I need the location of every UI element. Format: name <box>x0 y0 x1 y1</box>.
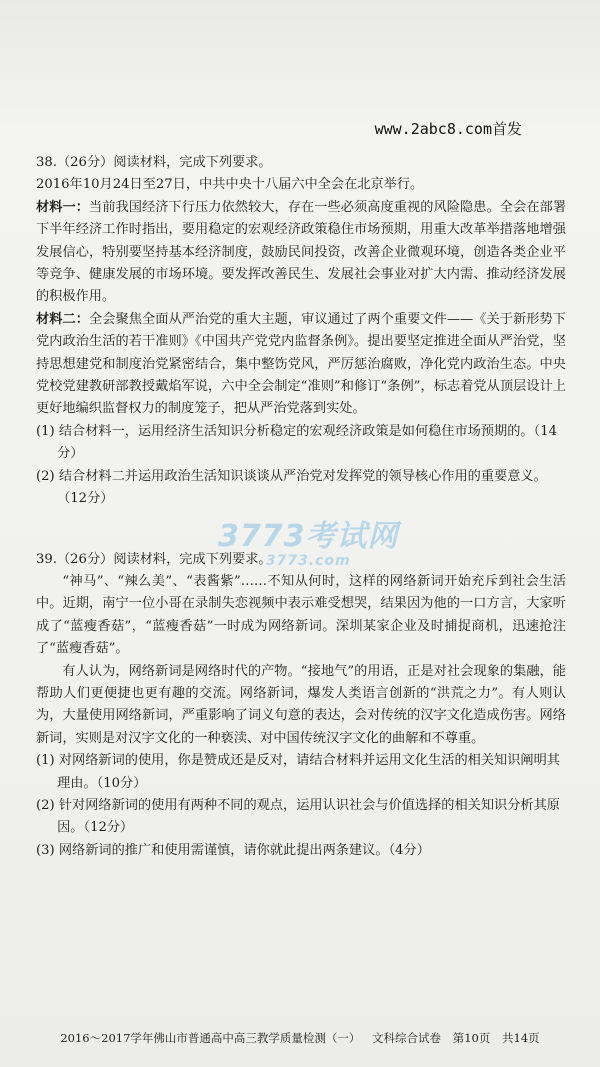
material-2 <box>36 309 566 421</box>
material-2-text: 全会聚焦全面从严治党的重大主题，审议通过了两个重要文件——《关于新形势下党内政治生活的若干准则》《中国共产党党内监督条例》。提出要坚定推进全面从严治党，坚持思想建党和制度治党紧密结合，集中整饬党风，严厉惩治腐败，净化党内政治生态。中央党校党建教研部教授戴焰军说，六中全会制定“准则”和修订“条例”，标志着党从顶层设计上更好地编织监督权力的制度笼子，把从严治党落到实处。 <box>36 311 566 417</box>
question-39-part-1: (1) 对网络新词的使用，你是赞成还是反对，请结合材料并运用文化生活的相关知识阐明其理由。（10分） <box>36 753 560 791</box>
question-39-part-2: (2) 针对网络新词的使用有两种不同的观点，运用认识社会与价值选择的相关知识分析其原因。（12分） <box>36 797 560 836</box>
question-39-part-3: (3) 网络新词的推广和使用需谨慎，请你就此提出两条建议。（4分） <box>36 842 430 858</box>
footer-subject: 文科综合试卷 <box>372 1031 442 1045</box>
material-2-label: 材料二： <box>36 311 90 327</box>
question-39-paragraph-1: “神马”、“辣么美”、“表酱紫”……不知从何时，这样的网络新词开始充斥到社会生活中。近期，南宁一位小哥在录制失恋视频中表示难受想哭，结果因为他的一口方言，大家听成了“蓝瘦香菇”，“蓝瘦香菇”一时成为网络新词。深圳某家企业及时捕捉商机，迅速抢注了“蓝瘦香菇”。 <box>36 573 566 657</box>
question-39-paragraph-2: 有人认为，网络新词是网络时代的产物。“接地气”的用语，正是对社会现象的集融，能帮助人们更便捷也更有趣的交流。网络新词，爆发人类语言创新的“洪荒之力”。有人则认为，大量使用网络新词，严重影响了词义句意的表达，会对传统的汉字文化造成伤害。网络新词，实则是对汉字文化的一种亵渎、对中国传统汉字文化的曲解和不尊重。 <box>36 663 566 746</box>
material-1 <box>36 197 566 309</box>
question-38-intro: 2016年10月24日至27日，中共中央十八届六中全会在北京举行。 <box>36 177 424 193</box>
material-1-label: 材料一： <box>36 199 90 215</box>
question-38-part-1: (1) 结合材料一，运用经济生活知识分析稳定的宏观经济政策是如何稳住市场预期的。（14分） <box>36 423 557 462</box>
question-39 <box>36 549 566 863</box>
question-39-heading: 39.（26分）阅读材料，完成下列要求。 <box>36 551 272 567</box>
footer-exam-title: 2016～2017学年佛山市普通高中高三教学质量检测（一） <box>60 1031 361 1045</box>
exam-content <box>36 152 566 862</box>
question-38-heading: 38.（26分）阅读材料，完成下列要求。 <box>36 155 272 170</box>
watermark-sub: 3773.com <box>265 553 351 569</box>
page-footer <box>0 1030 600 1046</box>
section-gap <box>36 511 566 549</box>
footer-page-number: 第10页 <box>452 1031 491 1045</box>
material-1-text: 当前我国经济下行压力依然较大，存在一些必须高度重视的风险隐患。全会在部署下半年经济工作时指出，要用稳定的宏观经济政策稳住市场预期，用重大改革举措落地增强发展信心，特别要坚持基本经济制度，鼓励民间投资，改善企业微观环境，创造各类企业平等竞争、健康发展的市场环境。要发挥改善民生、发展社会事业对扩大内需、推动经济发展的积极作用。 <box>36 199 567 305</box>
watermark-main: 3773考试网 <box>218 519 399 554</box>
question-38 <box>36 152 566 511</box>
footer-total-pages: 共14页 <box>502 1031 540 1045</box>
source-tag: www.2abc8.com首发 <box>374 120 522 138</box>
question-38-part-2: (2) 结合材料二并运用政治生活知识谈谈从严治党对发挥党的领导核心作用的重要意义。（12分） <box>36 468 547 507</box>
